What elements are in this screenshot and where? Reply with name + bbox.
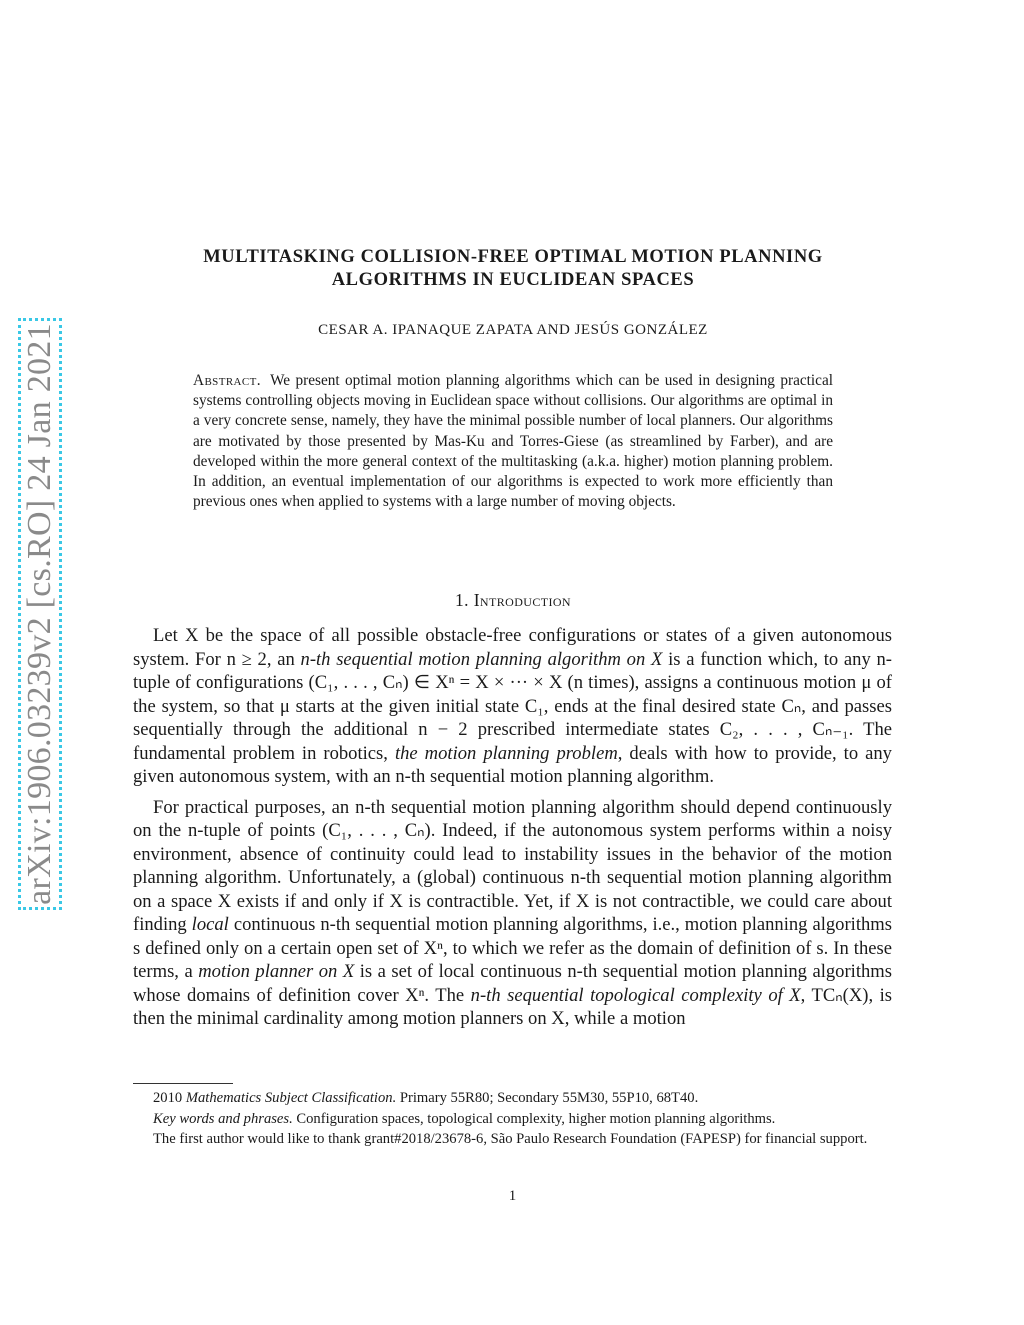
paragraph-1-text-b: is a function which, to any n-tuple of configurations (C₁, . . . , Cₙ) ∈ Xⁿ = X × ··· × X (n times), assigns a continuous motion μ of the system, so that μ starts at the given initial state C₁, ends at the final desired state Cₙ, and passes sequentially through the additional n − 2 prescribed intermediate states C₂, . . . , Cₙ₋₁. The fundamental problem in robotics, (133, 648, 892, 764)
footnote-classification (133, 1089, 892, 1109)
section-number: 1. (454, 590, 469, 610)
author-list: CESAR A. IPANAQUE ZAPATA AND JESÚS GONZÁLEZ (318, 322, 708, 338)
body-text (133, 624, 892, 1031)
paragraph-1-text-a: Let X be the space of all possible obstacle-free configurations or states of a given autonomous system. For n ≥ 2, an (133, 625, 892, 670)
paragraph-2-emphasis-c: n-th sequential topological complexity of X (470, 984, 801, 1006)
footnote-keywords-label: Key words and phrases. (153, 1110, 293, 1127)
abstract (193, 371, 833, 512)
paragraph-2-emphasis-b: motion planner on X (198, 961, 355, 982)
paper-title (133, 246, 893, 292)
paragraph-2 (133, 796, 892, 1031)
arxiv-identifier-stamp (18, 318, 62, 910)
footnote-divider (133, 1083, 233, 1084)
paragraph-2-text-a: For practical purposes, an n-th sequential motion planning algorithm should depend continuously on the n-tuple of points (C₁, . . . , Cₙ). Indeed, if the autonomous system performs within a noisy environment, absence of continuity could lead to instability issues in the behavior of the motion planning algorithm. Unfortunately, a (global) continuous n-th sequential motion planning algorithm on a space X exists if and only if X is contractible. Yet, if X is not contractible, we could care about finding (133, 796, 892, 935)
footnote-funding: The first author would like to thank grant#2018/23678-6, São Paulo Research Foundation (FAPESP) for financial support. (153, 1131, 868, 1147)
title-line-1: MULTITASKING COLLISION-FREE OPTIMAL MOTION PLANNING (203, 247, 823, 267)
footnote-keywords-text: Configuration spaces, topological complexity, higher motion planning algorithms. (292, 1110, 776, 1127)
paragraph-2-emphasis-a: local (191, 914, 229, 935)
footnote-classification-label: Mathematics Subject Classification. (185, 1090, 397, 1106)
footnote-keywords (133, 1110, 892, 1130)
paragraph-2-text-b: continuous n-th sequential motion planning algorithms, i.e., motion planning algorithms s defined only on a certain open set of Xⁿ, to which we refer as the domain of definition of s. In these terms, a (133, 914, 892, 982)
section-heading (133, 590, 893, 611)
paragraph-1 (133, 624, 892, 789)
abstract-label: Abstract. (193, 372, 261, 389)
paragraph-2-text-d: , TCₙ(X), is then the minimal cardinality among motion planners on X, while a motion (133, 984, 893, 1029)
title-line-2: ALGORITHMS IN EUCLIDEAN SPACES (331, 270, 695, 290)
paragraph-1-emphasis-b: the motion planning problem (394, 742, 618, 764)
paragraph-1-emphasis-a: n-th sequential motion planning algorithm on X (300, 648, 663, 670)
footnote-classification-text: Primary 55R80; Secondary 55M30, 55P10, 68T40. (396, 1090, 699, 1106)
paragraph-2-text-c: is a set of local continuous n-th sequential motion planning algorithms whose domains of definition cover Xⁿ. The (133, 961, 892, 1006)
footnote-classification-year: 2010 (153, 1090, 186, 1106)
abstract-text: We present optimal motion planning algorithms which can be used in designing practical systems controlling objects moving in Euclidean space without collisions. Our algorithms are optimal in a very concrete sense, namely, they have the minimal possible number of local planners. Our algorithms are motivated by those presented by Mas-Ku and Torres-Giese (as streamlined by Farber), and are developed within the more general context of the multitasking (a.k.a. higher) motion planning problem. In addition, an eventual implementation of our algorithms is expected to work more efficiently than previous ones when applied to systems with a large number of moving objects. (193, 372, 833, 511)
paragraph-1-text-c: , deals with how to provide, to any given autonomous system, with an n-th sequential motion planning algorithm. (133, 742, 892, 787)
section-title: Introduction (473, 590, 571, 610)
arxiv-identifier-text: arXiv:1906.03239v2 [cs.RO] 24 Jan 2021 (21, 323, 58, 905)
footnotes (133, 1089, 892, 1150)
page-number: 1 (508, 1188, 517, 1204)
